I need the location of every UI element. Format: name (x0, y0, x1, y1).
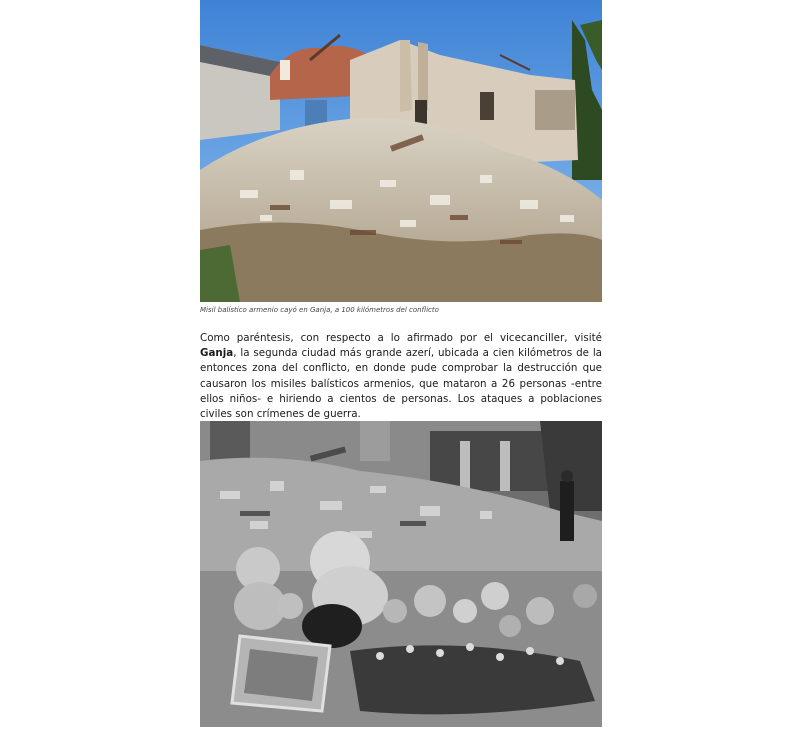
paragraph-text-2: , la segunda ciudad más grande azerí, ubicada a cien kilómetros de la entonces zona del conflicto, en donde pude comprobar la destrucción que causaron los misiles balísticos armenios, que mataron a 26 personas -entre ellos niños- e hiriendo a cientos de personas. Los ataques a poblaciones civiles son crímenes de guerra. (200, 347, 602, 421)
photo-memorial-toys-image (200, 421, 602, 727)
article-paragraph (200, 331, 602, 422)
photo-ganja-ruins (200, 0, 602, 302)
photo-memorial-toys (200, 421, 602, 727)
photo-ganja-ruins-image (200, 0, 602, 302)
paragraph-text-1: Como paréntesis, con respecto a lo afirmado por el vicecanciller, visité (200, 332, 602, 344)
photo-caption: Misil balístico armenio cayó en Ganja, a 100 kilómetros del conflicto (200, 306, 439, 314)
paragraph-bold-city: Ganja (200, 347, 234, 360)
